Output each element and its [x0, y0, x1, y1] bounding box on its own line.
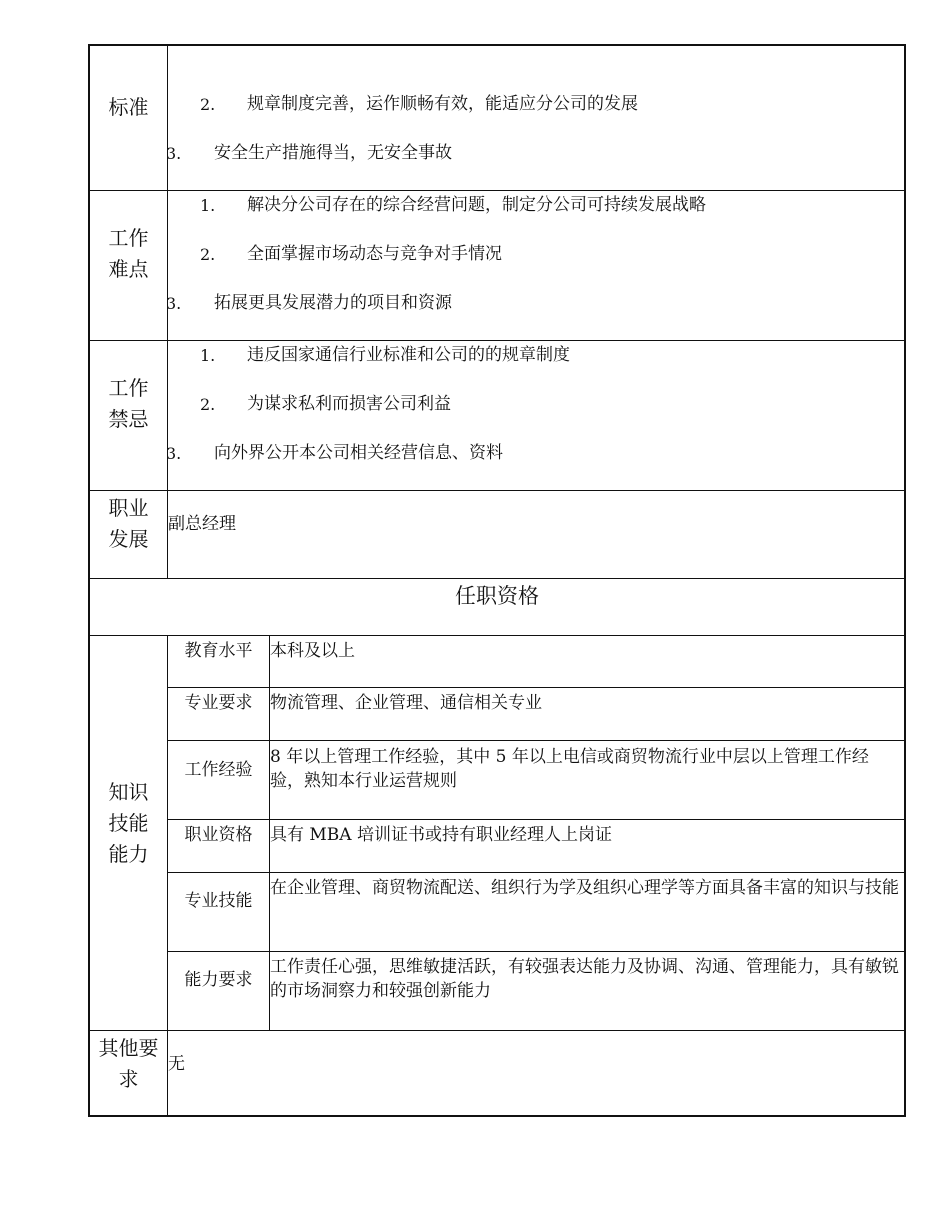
- row-divider: [168, 819, 904, 820]
- qual-row-value: 工作责任心强，思维敏捷活跃，有较强表达能力及协调、沟通、管理能力，具有敏锐的市场洞察力和较强创新能力: [270, 957, 899, 1001]
- row-divider: [90, 490, 904, 491]
- qual-row-label: 能力要求: [184, 970, 253, 990]
- row-divider: [90, 190, 904, 191]
- other-label: 其他要求: [98, 1036, 159, 1091]
- qualification-title: 任职资格: [455, 584, 539, 608]
- list-number: 3.: [166, 144, 182, 163]
- list-item: 全面掌握市场动态与竞争对手情况: [247, 244, 502, 264]
- list-number: 2.: [200, 245, 216, 264]
- qualification-group-label: 知识技能能力: [108, 780, 149, 866]
- list-item: 拓展更具发展潜力的项目和资源: [214, 293, 452, 313]
- row-divider: [90, 578, 904, 579]
- row-divider: [90, 635, 904, 636]
- career-label: 职业发展: [108, 496, 149, 551]
- row-divider: [90, 1030, 904, 1031]
- list-number: 1.: [200, 346, 216, 365]
- qual-row-value: 具有 MBA 培训证书或持有职业经理人上岗证: [270, 825, 612, 845]
- list-number: 1.: [200, 196, 216, 215]
- standard-label: 标准: [108, 95, 149, 119]
- row-divider: [168, 951, 904, 952]
- row-divider: [168, 740, 904, 741]
- list-number: 3.: [166, 444, 182, 463]
- qual-row-label: 专业技能: [184, 891, 253, 911]
- qual-row-label: 教育水平: [184, 641, 253, 661]
- list-item: 规章制度完善，运作顺畅有效，能适应分公司的发展: [247, 94, 638, 114]
- row-divider: [168, 872, 904, 873]
- qual-row-label: 专业要求: [184, 693, 253, 713]
- other-value: 无: [168, 1054, 185, 1074]
- list-item: 为谋求私利而损害公司利益: [247, 394, 451, 414]
- row-divider: [168, 687, 904, 688]
- qual-row-value: 8 年以上管理工作经验，其中 5 年以上电信或商贸物流行业中层以上管理工作经验，熟知本行业运营规则: [270, 747, 869, 791]
- qual-row-label: 工作经验: [184, 760, 253, 780]
- taboo-label: 工作禁忌: [108, 376, 149, 431]
- row-divider: [90, 340, 904, 341]
- qual-row-label: 职业资格: [184, 825, 253, 845]
- list-item: 向外界公开本公司相关经营信息、资料: [214, 443, 503, 463]
- job-description-table: [88, 44, 906, 1117]
- qual-row-value: 本科及以上: [270, 641, 355, 661]
- list-number: 2.: [200, 95, 216, 114]
- career-value: 副总经理: [168, 514, 236, 534]
- qual-row-value: 物流管理、企业管理、通信相关专业: [270, 693, 542, 713]
- list-item: 违反国家通信行业标准和公司的的规章制度: [247, 345, 570, 365]
- list-item: 安全生产措施得当，无安全事故: [214, 143, 452, 163]
- difficulty-label: 工作难点: [108, 226, 149, 281]
- qual-row-value: 在企业管理、商贸物流配送、组织行为学及组织心理学等方面具备丰富的知识与技能: [270, 878, 899, 898]
- list-number: 2.: [200, 395, 216, 414]
- list-number: 3.: [166, 294, 182, 313]
- list-item: 解决分公司存在的综合经营问题，制定分公司可持续发展战略: [247, 195, 706, 215]
